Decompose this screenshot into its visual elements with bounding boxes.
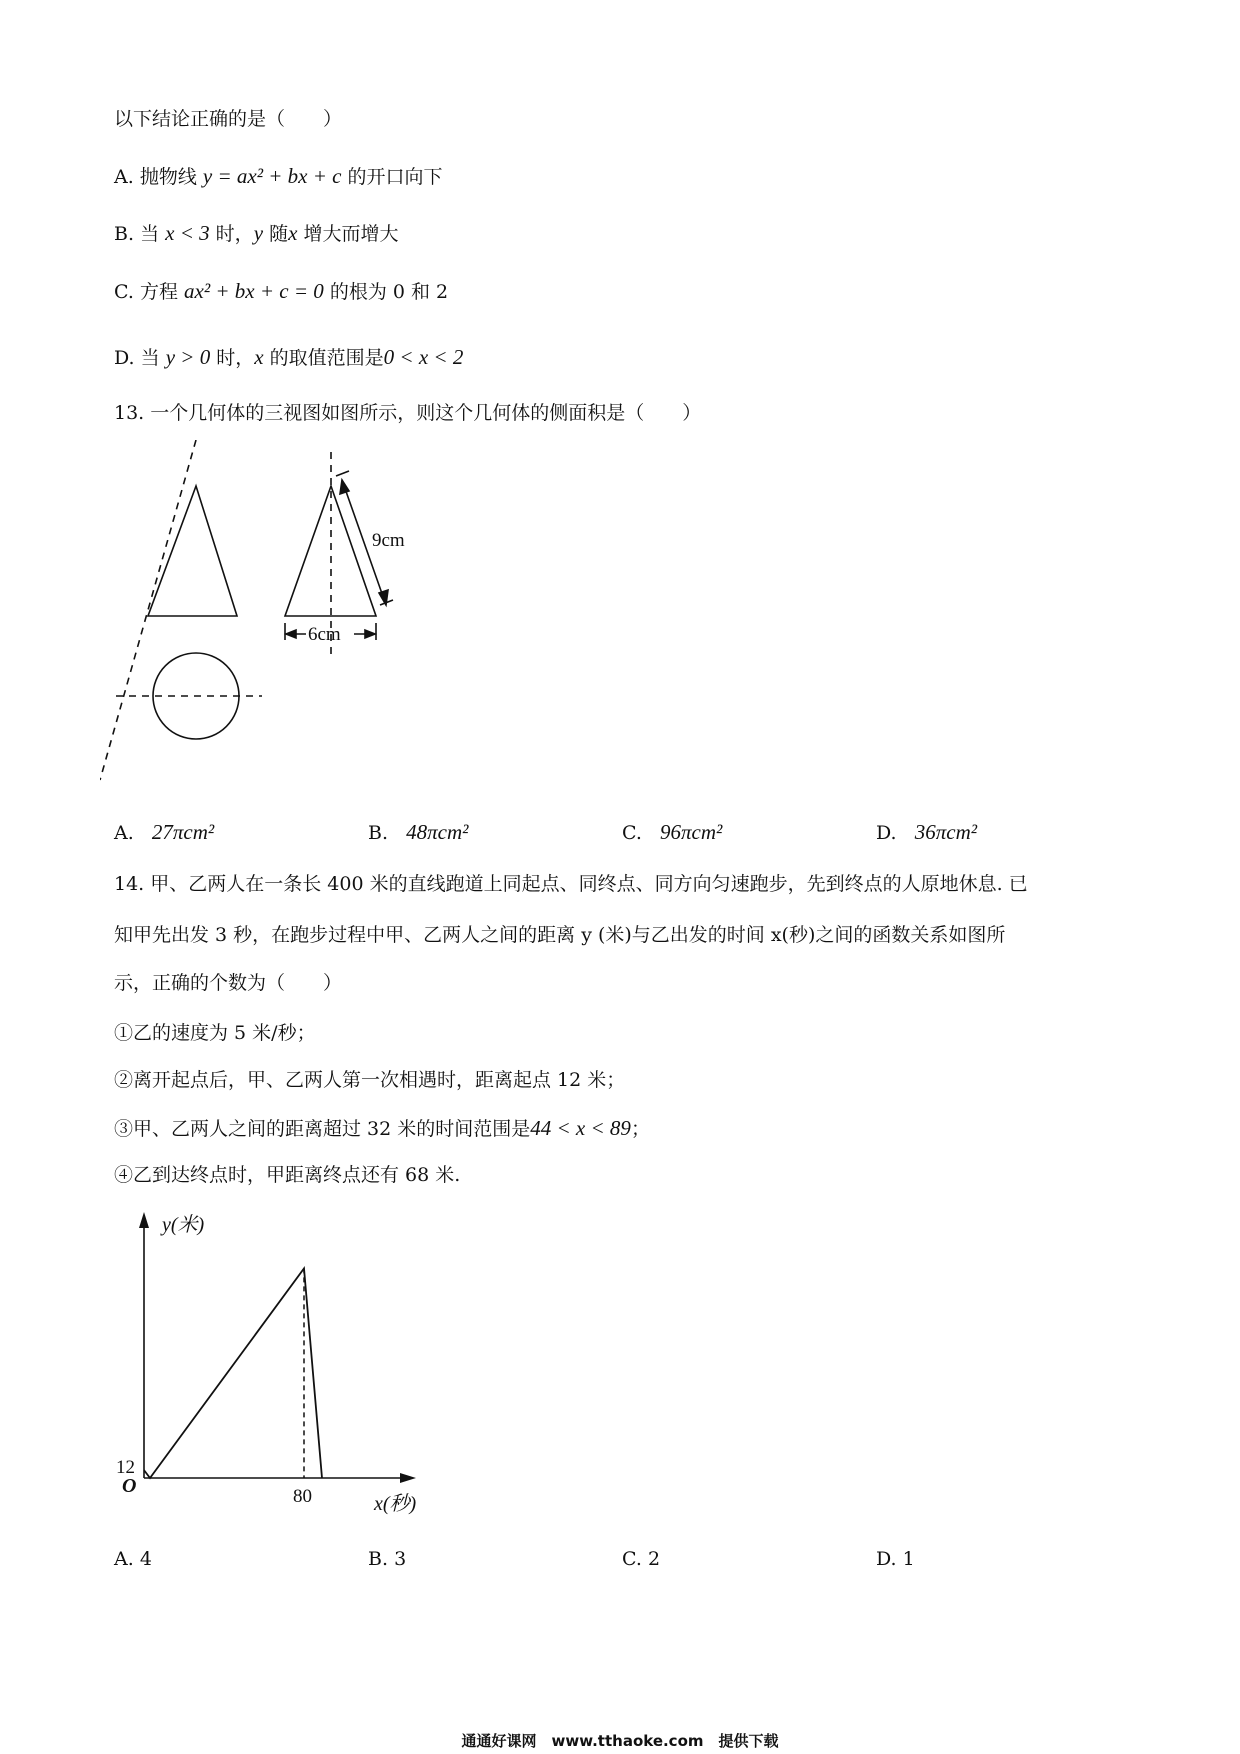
y-axis-label: y(米) bbox=[162, 1214, 205, 1236]
q12-stem: 以下结论正确的是（ ） bbox=[114, 108, 343, 130]
q12-option-c: C. 方程 ax² + bx + c = 0 的根为 0 和 2 bbox=[114, 279, 449, 303]
series-line bbox=[144, 1268, 322, 1478]
q13-stem: 13. 一个几何体的三视图如图所示，则这个几何体的侧面积是（ ） bbox=[114, 402, 702, 424]
slant-arrow-bottom bbox=[379, 590, 388, 605]
q13-option-b: B. 48πcm² bbox=[368, 820, 469, 844]
q14-option-b: B. 3 bbox=[368, 1548, 407, 1570]
x-axis-arrow bbox=[400, 1473, 416, 1483]
slant-tick-top bbox=[336, 471, 349, 476]
distance-time-chart bbox=[100, 1200, 440, 1520]
x-tick-label: 80 bbox=[293, 1486, 312, 1507]
x-axis-label: x(秒) bbox=[374, 1493, 417, 1515]
q14-stem-line3: 示，正确的个数为（ ） bbox=[114, 972, 343, 994]
origin-label: O bbox=[122, 1475, 137, 1497]
q14-statement-3: ③甲、乙两人之间的距离超过 32 米的时间范围是44 < x < 89； bbox=[114, 1116, 650, 1140]
q12-option-d: D. 当 y > 0 时，x 的取值范围是0 < x < 2 bbox=[114, 345, 464, 369]
three-view-figure bbox=[100, 440, 440, 790]
q14-option-d: D. 1 bbox=[876, 1548, 915, 1570]
slant-arrow-top bbox=[340, 480, 349, 494]
q14-option-a: A. 4 bbox=[114, 1548, 152, 1570]
q13-option-c: C. 96πcm² bbox=[622, 820, 723, 844]
q12-option-a: A. 抛物线 y = ax² + bx + c 的开口向下 bbox=[114, 164, 443, 188]
base-arrow-left bbox=[286, 630, 296, 638]
q14-statement-1: ①乙的速度为 5 米/秒； bbox=[114, 1022, 316, 1044]
slant-label: 9cm bbox=[372, 530, 405, 551]
front-view-triangle bbox=[148, 486, 237, 616]
q14-stem-line2: 知甲先出发 3 秒，在跑步过程中甲、乙两人之间的距离 y (米)与乙出发的时间 x(秒)之间的函数关系如图所 bbox=[114, 924, 1006, 946]
y-tick-label: 12 bbox=[116, 1457, 135, 1479]
base-label: 6cm bbox=[308, 624, 341, 645]
q14-stem-line1: 14. 甲、乙两人在一条长 400 米的直线跑道上同起点、同终点、同方向匀速跑步，先到终点的人原地休息. 已 bbox=[114, 873, 1028, 895]
q12-option-b: B. 当 x < 3 时，y 随x 增大而增大 bbox=[114, 221, 399, 245]
q13-option-d: D. 36πcm² bbox=[876, 820, 978, 844]
base-arrow-right bbox=[365, 630, 375, 638]
q14-statement-4: ④乙到达终点时，甲距离终点还有 68 米. bbox=[114, 1164, 461, 1186]
front-view-axis bbox=[100, 440, 196, 780]
y-axis-arrow bbox=[139, 1212, 149, 1228]
q14-statement-2: ②离开起点后，甲、乙两人第一次相遇时，距离起点 12 米； bbox=[114, 1069, 626, 1091]
page-footer: 通通好课网 www.tthaoke.com 提供下载 bbox=[461, 1732, 779, 1750]
q13-option-a: A. 27πcm² bbox=[114, 820, 215, 844]
q14-option-c: C. 2 bbox=[622, 1548, 661, 1570]
